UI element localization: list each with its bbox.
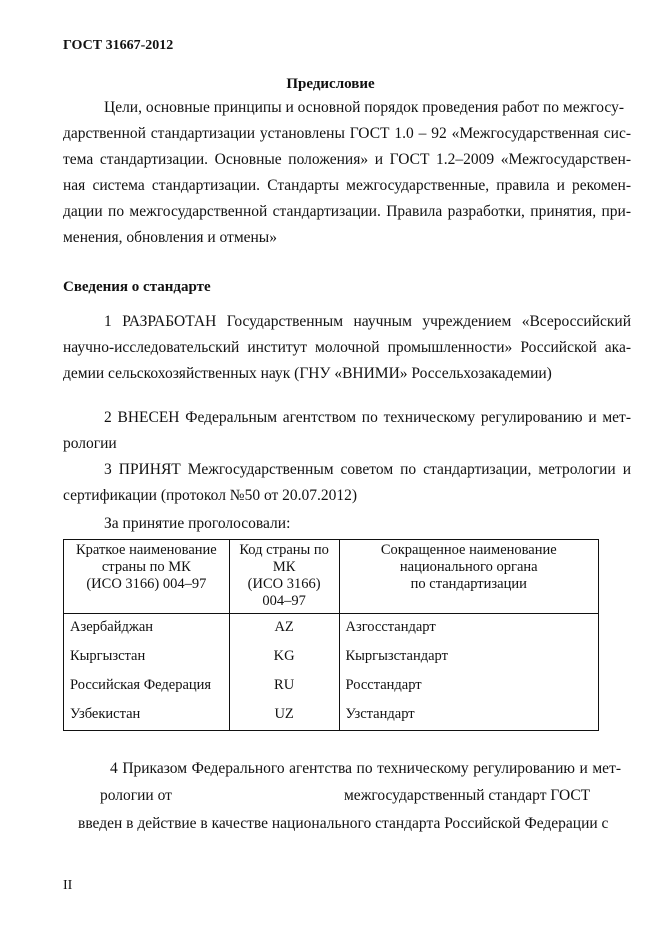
cell-body: Росстандарт (339, 672, 598, 701)
col-header-body-line-3: по стандартизации (410, 576, 527, 592)
table-row (64, 672, 599, 701)
col-header-code-line-2: МК (272, 559, 296, 575)
preface-line-3: тема стандартизации. Основные положения» и ГОСТ 1.2–2009 «Межгосударствен- (63, 151, 631, 168)
cell-code: KG (229, 643, 339, 672)
col-header-code-line-1: Код страны по (239, 542, 329, 558)
item2-line-1: 2 ВНЕСЕН Федеральным агентством по техническому регулированию и мет- (104, 409, 631, 426)
voted-label: За принятие проголосовали: (104, 515, 291, 532)
col-header-code-line-3: (ИСО 3166) (247, 576, 321, 592)
col-header-body-line-2: национального органа (399, 559, 538, 575)
cell-country: Российская Федерация (64, 672, 230, 701)
cell-country: Кыргызстан (64, 643, 230, 672)
item1-line-2: научно-исследовательский институт молочной промышленности» Российской ака- (63, 339, 631, 356)
preface-line-6: менения, обновления и отмены» (63, 229, 277, 246)
col-header-body-line-1: Сокращенное наименование (380, 542, 557, 558)
preface-line-2: дарственной стандартизации установлены ГОСТ 1.0 – 92 «Межгосударственная сис- (63, 125, 631, 142)
preface-line-1: Цели, основные принципы и основной порядок проведения работ по межгосу- (104, 99, 625, 116)
cell-body: Кыргызстандарт (339, 643, 598, 672)
col-header-country-line-3: (ИСО 3166) 004–97 (86, 576, 207, 592)
page-number: II (63, 878, 73, 893)
cell-code: AZ (229, 614, 339, 644)
table-row (64, 614, 599, 644)
item1-line-3: демии сельскохозяйственных наук (ГНУ «ВНИМИ» Россельхозакадемии) (63, 365, 552, 382)
table-header-row (64, 540, 599, 614)
item1-line-1: 1 РАЗРАБОТАН Государственным научным учреждением «Всероссийский (104, 313, 631, 330)
item4-line-1: 4 Приказом Федерального агентства по техническому регулированию и мет- (110, 760, 621, 777)
cell-code: UZ (229, 701, 339, 731)
item3-line-1: 3 ПРИНЯТ Межгосударственным советом по стандартизации, метрологии и (104, 461, 631, 478)
item3-line-2: сертификации (протокол №50 от 20.07.2012) (63, 487, 358, 504)
item4-line-2-end: межгосударственный стандарт ГОСТ (344, 787, 591, 804)
preface-title: Предисловие (286, 76, 375, 92)
cell-body: Азгосстандарт (339, 614, 598, 644)
col-header-country-line-2: страны по МК (101, 559, 191, 575)
item2-line-2: рологии (63, 435, 117, 452)
document-code-header: ГОСТ 31667-2012 (63, 38, 174, 53)
item4-line-3: введен в действие в качестве национального стандарта Российской Федерации с (78, 815, 609, 832)
cell-country: Узбекистан (64, 701, 230, 731)
table-row (64, 701, 599, 731)
preface-line-4: ная система стандартизации. Стандарты межгосударственные, правила и рекомен- (63, 177, 631, 194)
col-header-country (64, 540, 230, 614)
col-header-code (229, 540, 339, 614)
cell-body: Узстандарт (339, 701, 598, 731)
cell-country: Азербайджан (64, 614, 230, 644)
item4-line-2-start: рологии от (100, 787, 172, 804)
voting-table (63, 539, 599, 731)
table-row (64, 643, 599, 672)
preface-line-5: дации по межгосударственной стандартизации. Правила разработки, принятия, при- (63, 203, 631, 220)
cell-code: RU (229, 672, 339, 701)
info-section-title: Сведения о стандарте (63, 279, 211, 295)
col-header-body (339, 540, 598, 614)
col-header-code-line-4: 004–97 (262, 593, 306, 609)
col-header-country-line-1: Краткое наименование (75, 542, 217, 558)
